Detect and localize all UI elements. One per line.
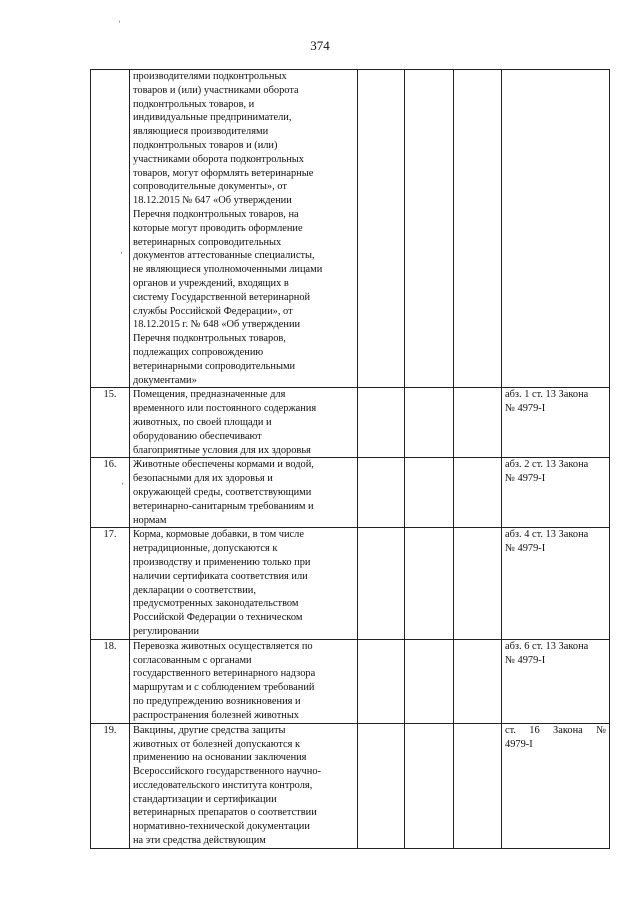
page-number: 374 — [310, 38, 330, 53]
empty-cell — [405, 458, 454, 528]
empty-cell — [454, 528, 502, 639]
table-row — [91, 723, 610, 848]
scan-mark: ˌ — [118, 12, 122, 23]
legal-reference — [502, 70, 610, 388]
row-number — [91, 70, 130, 388]
table-row — [91, 458, 610, 528]
requirement-text: Вакцины, другие средства защиты животных от болезней допускаются к применению на основании заключения Всероссийского государственного научно- исследовательского института контроля, стандартизации и сертификации ветеринарных препаратов о соответствии нормативно-технической документации на эти средства действующим — [130, 723, 358, 848]
empty-cell — [405, 639, 454, 723]
requirement-text: производителями подконтрольных товаров и (или) участниками оборота подконтрольных товаров, и индивидуальные предприниматели, являющиеся производителями подконтрольных товаров и (или) участниками оборота подконтрольных товаров, могут оформлять ветеринарные сопроводительные документы», от 18.12.2015 № 647 «Об утверждении Перечня подконтрольных товаров, на которые могут проводить оформление ветеринарных сопроводительных документов аттестованные специалисты, не являющиеся уполномоченными лицами органов и учреждений, входящих в систему Государственной ветеринарной службы Российской Федерации», от 18.12.2015 г. № 648 «Об утверждении Перечня подконтрольных товаров, подлежащих сопровождению ветеринарными сопроводительными документами» — [130, 70, 358, 388]
legal-reference: абз. 2 ст. 13 Закона № 4979-I — [502, 458, 610, 528]
empty-cell — [454, 639, 502, 723]
table-row — [91, 528, 610, 639]
table-row — [91, 639, 610, 723]
empty-cell — [454, 458, 502, 528]
row-number: 18. — [91, 639, 130, 723]
empty-cell — [358, 639, 405, 723]
row-number: 16. — [91, 458, 130, 528]
row-number: 15. — [91, 388, 130, 458]
legal-reference: абз. 1 ст. 13 Закона № 4979-I — [502, 388, 610, 458]
requirement-text: Помещения, предназначенные для временного или постоянного содержания животных, по своей площади и оборудованию обеспечивают благоприятные условия для их здоровья — [130, 388, 358, 458]
empty-cell — [405, 723, 454, 848]
row-number: 19. — [91, 723, 130, 848]
requirement-text: Перевозка животных осуществляется по согласованным с органами государственного ветеринарного надзора маршрутам и с соблюдением требований по предупреждению возникновения и распространения болезней животных — [130, 639, 358, 723]
empty-cell — [358, 388, 405, 458]
empty-cell — [454, 388, 502, 458]
empty-cell — [405, 388, 454, 458]
legal-reference: абз. 6 ст. 13 Закона № 4979-I — [502, 639, 610, 723]
empty-cell — [358, 528, 405, 639]
requirement-text: Животные обеспечены кормами и водой, безопасными для их здоровья и окружающей среды, соответствующими ветеринарно-санитарным требованиям и нормам — [130, 458, 358, 528]
empty-cell — [358, 70, 405, 388]
empty-cell — [454, 723, 502, 848]
table-row — [91, 388, 610, 458]
scan-mark: ˌ — [120, 243, 124, 254]
table-row — [91, 70, 610, 388]
empty-cell — [358, 723, 405, 848]
legal-reference: абз. 4 ст. 13 Закона № 4979-I — [502, 528, 610, 639]
empty-cell — [358, 458, 405, 528]
empty-cell — [405, 70, 454, 388]
row-number: 17. — [91, 528, 130, 639]
requirement-text: Корма, кормовые добавки, в том числе нетрадиционные, допускаются к производству и применению только при наличии сертификата соответствия или декларации о соответствии, предусмотренных законодательством Российской Федерации о техническом регулировании — [130, 528, 358, 639]
legal-reference: ст. 16 Закона № 4979-I — [502, 723, 610, 848]
empty-cell — [454, 70, 502, 388]
requirements-table — [90, 69, 610, 849]
empty-cell — [405, 528, 454, 639]
scan-mark: ˌ — [121, 474, 125, 485]
